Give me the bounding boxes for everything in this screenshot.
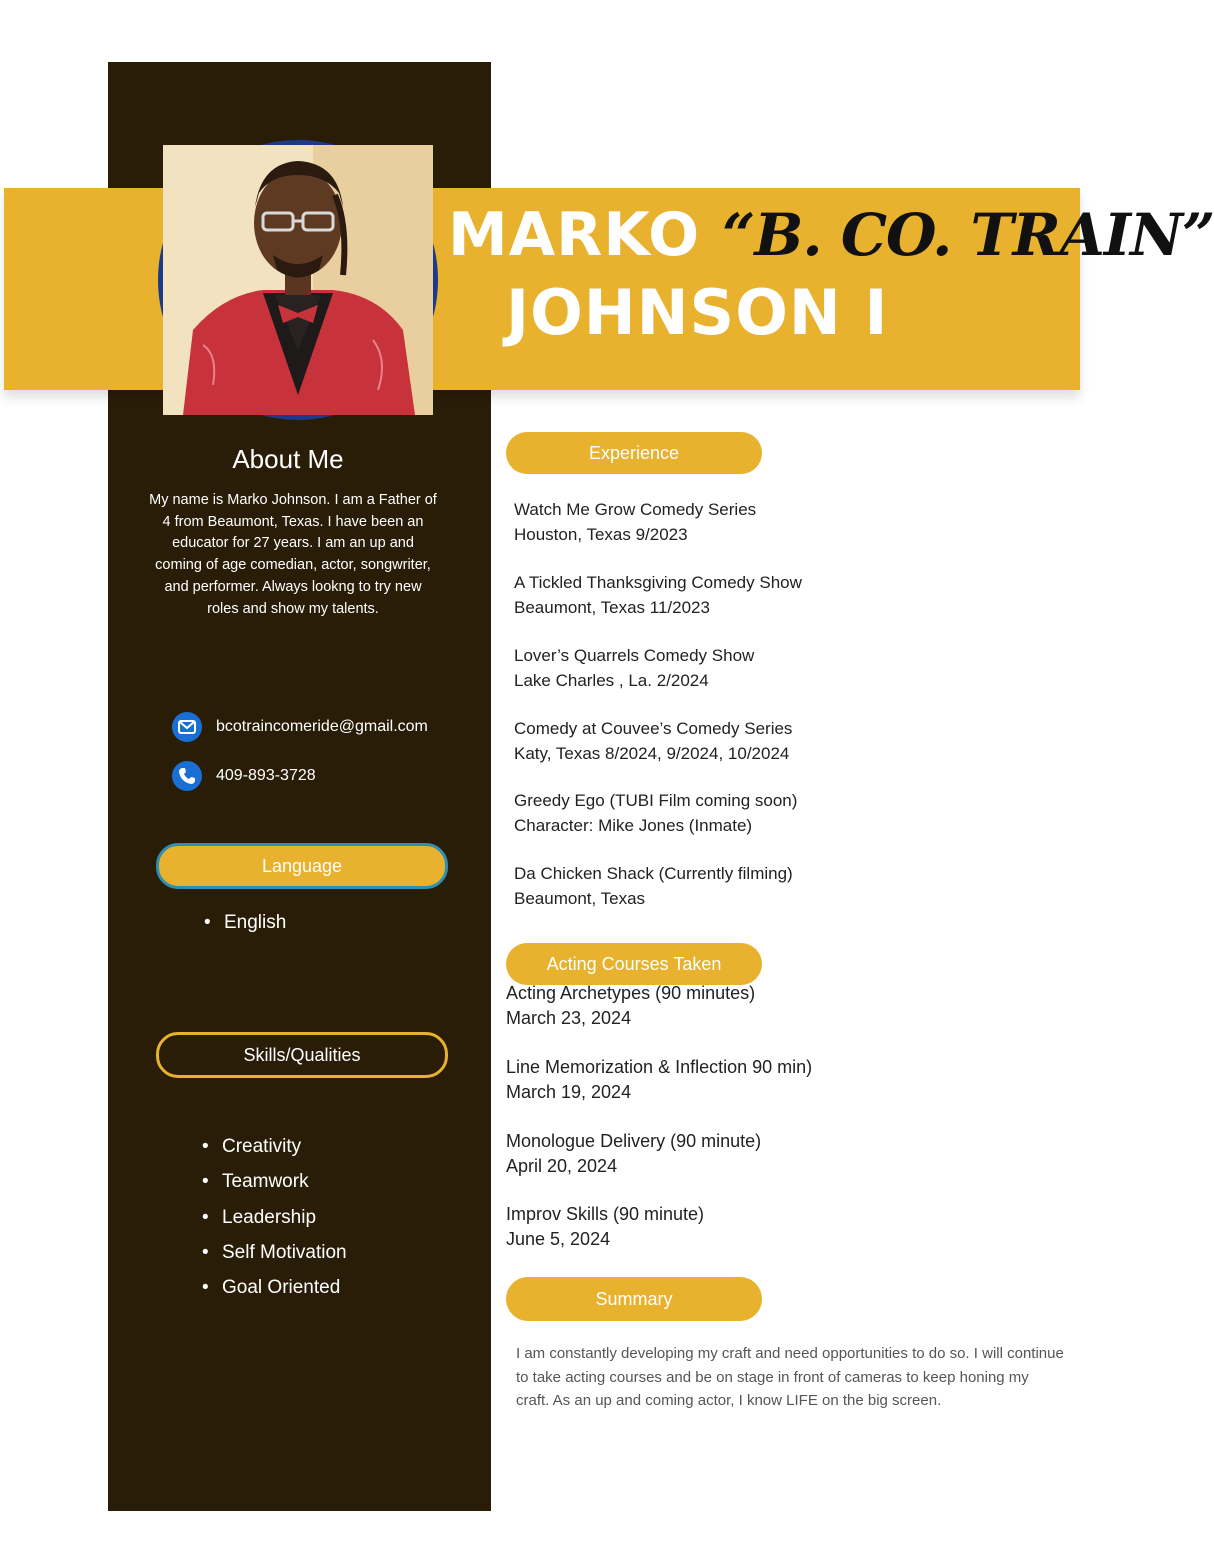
experience-title: Lover’s Quarrels Comedy Show bbox=[514, 646, 755, 665]
courses-heading: Acting Courses Taken bbox=[506, 943, 762, 985]
skill-item: • Leadership bbox=[202, 1200, 347, 1235]
course-item bbox=[506, 981, 755, 1031]
course-item bbox=[506, 1129, 761, 1179]
skill-item: • Self Motivation bbox=[202, 1235, 347, 1270]
experience-title: Greedy Ego (TUBI Film coming soon) bbox=[514, 791, 798, 810]
experience-title: Watch Me Grow Comedy Series bbox=[514, 500, 757, 519]
course-item bbox=[506, 1202, 704, 1252]
experience-detail: Beaumont, Texas 11/2023 bbox=[514, 598, 710, 617]
experience-item bbox=[514, 788, 797, 838]
experience-item bbox=[514, 643, 754, 693]
course-title: Acting Archetypes (90 minutes) bbox=[506, 983, 756, 1003]
portrait-illustration bbox=[163, 145, 433, 415]
course-date: April 20, 2024 bbox=[506, 1156, 618, 1176]
skill-item: • Teamwork bbox=[202, 1164, 347, 1199]
phone-text[interactable]: 409-893-3728 bbox=[216, 767, 316, 784]
experience-item bbox=[514, 716, 792, 766]
experience-detail: Houston, Texas 9/2023 bbox=[514, 525, 688, 544]
language-heading: Language bbox=[156, 843, 448, 889]
course-title: Monologue Delivery (90 minute) bbox=[506, 1131, 762, 1151]
skills-heading: Skills/Qualities bbox=[156, 1032, 448, 1078]
course-item bbox=[506, 1055, 812, 1105]
course-date: March 19, 2024 bbox=[506, 1082, 632, 1102]
summary-text: I am constantly developing my craft and need opportunities to do so. I will continue to take acting courses and be on stage in front of cameras to keep honing my craft. As an up and coming actor, I know LIFE on the big screen. bbox=[516, 1345, 1064, 1409]
experience-title: Comedy at Couvee’s Comedy Series bbox=[514, 719, 793, 738]
skills-list bbox=[202, 1129, 347, 1305]
course-date: March 23, 2024 bbox=[506, 1008, 632, 1028]
course-title: Improv Skills (90 minute) bbox=[506, 1204, 705, 1224]
experience-detail: Katy, Texas 8/2024, 9/2024, 10/2024 bbox=[514, 744, 790, 763]
experience-item bbox=[514, 570, 802, 620]
skill-item: • Creativity bbox=[202, 1129, 347, 1164]
course-title: Line Memorization & Inflection 90 min) bbox=[506, 1057, 813, 1077]
experience-item bbox=[514, 861, 793, 911]
last-name: JOHNSON I bbox=[506, 276, 889, 349]
name-line-1 bbox=[448, 200, 1214, 270]
experience-detail: Beaumont, Texas bbox=[514, 889, 646, 908]
envelope-icon bbox=[172, 712, 202, 742]
nickname: “B. CO. TRAIN” bbox=[722, 201, 1214, 269]
language-list bbox=[204, 910, 286, 936]
summary-heading: Summary bbox=[506, 1277, 762, 1321]
experience-item bbox=[514, 497, 756, 547]
phone-icon bbox=[172, 761, 202, 791]
skill-item: • Goal Oriented bbox=[202, 1270, 347, 1305]
first-name: MARKO bbox=[448, 200, 701, 270]
email-text[interactable]: bcotraincomeride@gmail.com bbox=[216, 718, 428, 735]
profile-photo bbox=[158, 140, 438, 420]
phone-row[interactable] bbox=[172, 761, 316, 791]
email-row[interactable] bbox=[172, 712, 428, 742]
language-item: • English bbox=[204, 910, 286, 936]
experience-heading: Experience bbox=[506, 432, 762, 474]
experience-detail: Lake Charles , La. 2/2024 bbox=[514, 671, 709, 690]
experience-title: A Tickled Thanksgiving Comedy Show bbox=[514, 573, 802, 592]
experience-detail: Character: Mike Jones (Inmate) bbox=[514, 816, 753, 835]
experience-title: Da Chicken Shack (Currently filming) bbox=[514, 864, 793, 883]
course-date: June 5, 2024 bbox=[506, 1229, 611, 1249]
about-title: About Me bbox=[232, 444, 344, 474]
about-text: My name is Marko Johnson. I am a Father of 4 from Beaumont, Texas. I have been an educator for 27 years. I am an up and coming of age comedian, actor, songwriter, and performer. Always lookng to try new roles and show my talents. bbox=[149, 492, 437, 617]
